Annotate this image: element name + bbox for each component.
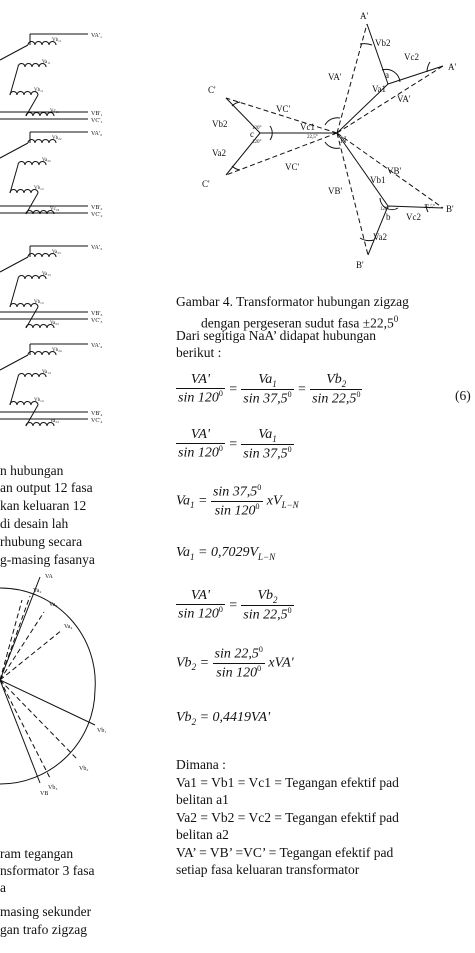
label-vb-left: VB'	[328, 186, 343, 196]
terminal-a-label: VA'₂	[91, 131, 103, 137]
terminal-c-label: VC'₄	[91, 418, 103, 424]
terminal-b-label: VB'₁	[91, 111, 103, 117]
terminal-c-label: VC'₁	[91, 118, 103, 124]
label-va: VA	[45, 574, 53, 580]
definition-line6: setiap fasa keluaran transformator	[176, 862, 360, 877]
left-body-line3: rhubung secara	[0, 534, 83, 549]
definition-line1: Va1 = Vb1 = Vc1 = Tegangan efektif pad	[176, 775, 399, 790]
wire	[0, 143, 28, 158]
definition-line2: belitan a1	[176, 792, 229, 807]
zigzag-diagram	[202, 11, 456, 270]
wire	[10, 67, 18, 95]
equation-va1-result: $Va_1 = 0,7029V_{L-N}$	[176, 545, 276, 562]
arc-left-top	[232, 102, 240, 106]
coil-label: Vb₁₃	[34, 300, 44, 305]
label-va4: Va₄	[64, 624, 73, 630]
coil-label: Vb₁₁	[52, 38, 62, 43]
label-va3: Va₃	[49, 602, 58, 608]
terminal-a-label: VA'₄	[91, 343, 103, 349]
left-caption-line2: an output 12 fasa	[0, 480, 93, 495]
vector-vb	[0, 680, 40, 783]
coil-label: Va₁₄	[42, 370, 51, 375]
vector-vb1	[0, 680, 95, 725]
terminal-b-label: VB'₃	[91, 311, 103, 317]
label-c-prime-top: C'	[208, 85, 216, 95]
arc-bot2	[360, 238, 374, 241]
definition-line3: Va2 = Vb2 = Vc2 = Tegangan efektif pad	[176, 810, 399, 825]
left-body-line4: g-masing fasanya	[0, 552, 95, 567]
label-va2-b: Va2	[373, 232, 387, 242]
coil-label: Va₁₁	[42, 60, 51, 65]
angle-120-left-b: 120°	[252, 140, 262, 145]
left-caption2-line2: nsformator 3 fasa	[0, 863, 95, 878]
coil-label: Vb₂₄	[52, 348, 62, 353]
intro-line2: berikut :	[176, 345, 222, 360]
label-a-prime-top: A'	[360, 11, 369, 21]
label-b: b	[386, 212, 391, 222]
label-vb1: Vb1	[370, 175, 386, 185]
vector-extra	[0, 600, 22, 680]
left-caption2-line3: a	[0, 880, 6, 895]
vc2-b-arm	[388, 206, 443, 208]
label-b-prime-bot: B'	[356, 260, 364, 270]
va-prime-dashed-top	[337, 24, 367, 133]
angle-120-left-a: 120°	[252, 126, 262, 131]
label-vb2: Vb₂	[79, 766, 89, 772]
label-va2-left: Va2	[212, 148, 226, 158]
phasor-circle	[0, 588, 95, 784]
equation-va1: $Va_1$ = $\frac{\sin 37,5^0}{\sin 120^0}$ $xV_{L-N}$	[176, 483, 299, 519]
figure-caption-line1: Gambar 4. Transformator hubungan zigzag	[176, 294, 409, 309]
left-caption2-line1: ram tegangan	[0, 846, 74, 861]
left-bottom-line1: masing sekunder	[0, 904, 92, 919]
figure-caption-line2: dengan pergeseran sudut fasa $\pm 22,5^0$	[201, 314, 399, 331]
label-a-prime-right: A'	[448, 62, 457, 72]
angle-375-b: 37,5°	[424, 205, 435, 210]
label-vc1: Vc1	[300, 122, 315, 132]
label-b-prime-right: B'	[446, 204, 454, 214]
label-vb2-top: Vb2	[375, 38, 391, 48]
vector-vb2	[0, 680, 78, 760]
terminal-b-label: VB'₂	[91, 205, 103, 211]
terminal-a-label: VA'₃	[91, 245, 103, 251]
label-vc-top: VC'	[276, 104, 291, 114]
coil-label: Vb₂₂	[52, 136, 62, 141]
dimana-label: Dimana :	[176, 757, 226, 772]
equation-ratio-2: $\frac{VA'}{\sin 120^0}$ = $\frac{Vb_2}{\sin 22,5^0}$	[178, 588, 292, 623]
wire	[10, 377, 18, 405]
label-vc2-top: Vc2	[404, 52, 419, 62]
coil-label: Va₂₃	[52, 250, 61, 255]
label-vb1: Vb₁	[97, 728, 107, 734]
coil-label: Vb₁₂	[34, 186, 44, 191]
label-vb-right: VB'	[387, 166, 402, 176]
label-va2: Va₂	[33, 588, 42, 594]
arc-n2	[325, 142, 340, 148]
left-caption-line1: n hubungan	[0, 463, 64, 478]
va2-b-arm	[368, 206, 388, 255]
label-vb2-left: Vb2	[212, 119, 228, 129]
label-va-right: VA'	[397, 94, 411, 104]
wire	[0, 45, 28, 60]
label-va1-top: Va1	[372, 84, 386, 94]
label-vb: VB	[40, 791, 49, 797]
equation-vb2: $Vb_2$ = $\frac{\sin 22,5^0}{\sin 120^0}$ xVA'	[176, 645, 294, 681]
angle-120-b: 120°	[380, 207, 390, 212]
definition-line5: VA’ = VB’ =VC’ = Tegangan efektif pad	[176, 845, 394, 860]
coil-label: Vc₂₁	[50, 109, 60, 114]
label-vc2-b: Vc2	[406, 212, 421, 222]
left-bottom-line2: gan trafo zigzag	[0, 922, 87, 937]
coil-label: Va₂₂	[42, 158, 51, 163]
equation-ratio-1: $\frac{VA'}{\sin 120^0}$ = $\frac{Va_1}{\sin 37,5^0}$	[178, 427, 292, 462]
wire	[0, 355, 28, 370]
equation-vb2-result: $Vb_2 = 0,4419VA'$	[176, 710, 271, 727]
coil-label: Va₂₃	[50, 321, 59, 326]
phasor-diagram-left	[0, 574, 106, 797]
coil-label: Va₁₃	[42, 272, 51, 277]
arc-left-bot	[232, 166, 240, 170]
label-c-prime-bot: C'	[202, 179, 210, 189]
wire	[10, 279, 18, 307]
terminal-c-label: VC'₃	[91, 318, 103, 324]
left-body-line2: di desain lah	[0, 516, 69, 531]
left-body-line1: kan keluaran 12	[0, 498, 87, 513]
arc-n1	[325, 118, 340, 125]
winding-diagram	[0, 33, 103, 426]
terminal-b-label: VB'₄	[91, 411, 103, 417]
coil-label: Vb₁₁	[34, 88, 44, 93]
wire	[0, 257, 28, 272]
coil-label: Vc₂₂	[50, 207, 60, 212]
coil-label: Va₂₄	[50, 419, 59, 424]
equation-6: $\frac{VA'}{\sin 120^0}$ = $\frac{Va_1}{\sin 37,5^0}$ = $\frac{Vb_2}{\sin 22,5^0}$	[178, 372, 361, 407]
coil-label: Vb₁₄	[34, 398, 44, 403]
vc2-arm	[388, 66, 443, 84]
terminal-c-label: VC'₂	[91, 212, 103, 218]
equation-number: (6)	[455, 388, 471, 403]
angle-225-n: 22,5°	[307, 135, 318, 140]
label-a: a	[385, 70, 389, 80]
label-vc-bot: VC'	[285, 162, 300, 172]
definition-line4: belitan a2	[176, 827, 229, 842]
intro-line1: Dari segitiga NaA’ didapat hubungan	[176, 328, 376, 343]
label-n: N	[340, 135, 347, 145]
label-va-left: VA'	[328, 72, 342, 82]
wire	[10, 165, 18, 193]
terminal-a-label: VA'₁	[91, 33, 103, 39]
vector-vb3	[0, 680, 50, 778]
label-vb3: Vb₃	[48, 785, 58, 791]
label-c: c	[250, 129, 254, 139]
